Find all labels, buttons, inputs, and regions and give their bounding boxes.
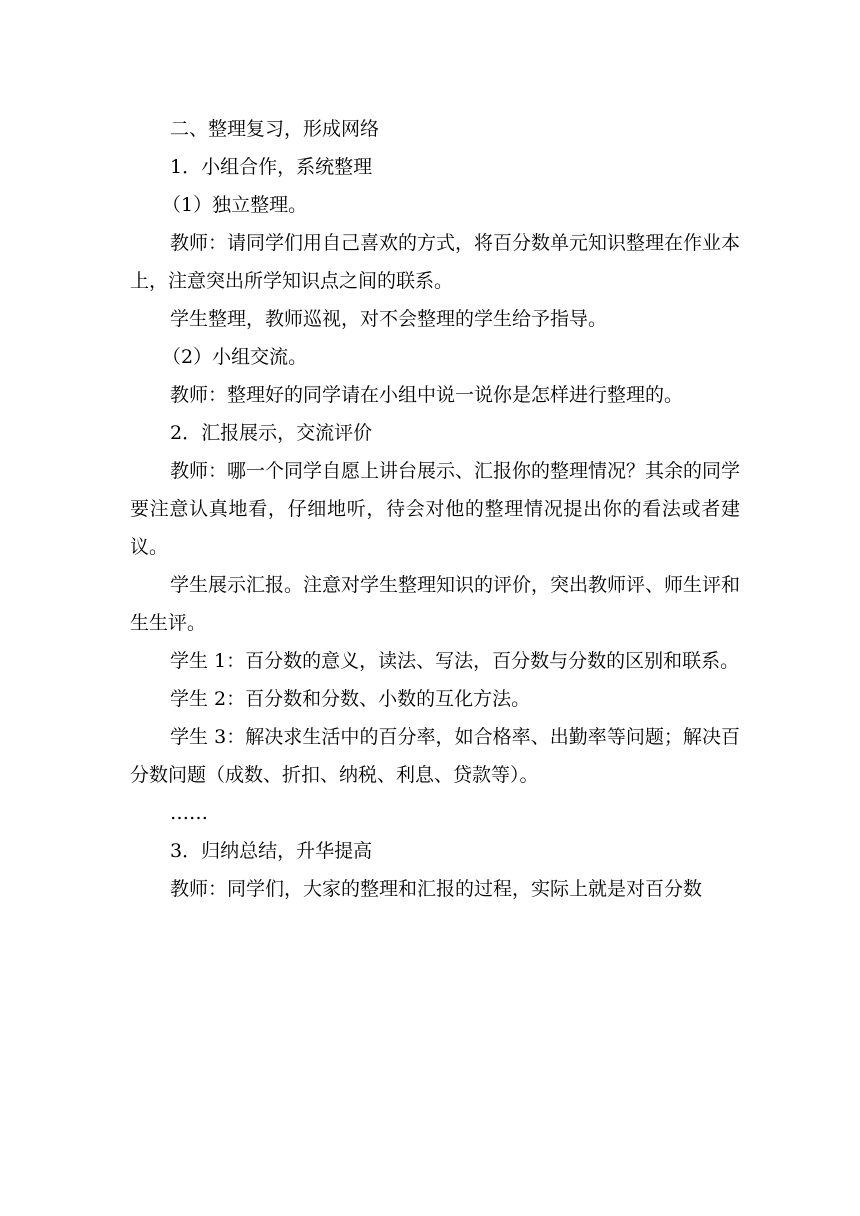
paragraph: 教师：请同学们用自己喜欢的方式，将百分数单元知识整理在作业本上，注意突出所学知识点之间的联系。	[130, 232, 741, 292]
subsection-heading: 2．汇报展示，交流评价	[170, 422, 373, 444]
subsection-heading: 3．归纳总结，升华提高	[170, 840, 373, 862]
section-heading: 二、整理复习，形成网络	[170, 118, 380, 140]
step-heading: （2）小组交流。	[162, 346, 308, 368]
paragraph: 学生展示汇报。注意对学生整理知识的评价，突出教师评、师生评和生生评。	[130, 574, 741, 634]
paragraph: 学生 3：解决求生活中的百分率，如合格率、出勤率等问题；解决百分数问题（成数、折扣、纳税、利息、贷款等）。	[130, 726, 740, 786]
paragraph: 教师：哪一个同学自愿上讲台展示、汇报你的整理情况？其余的同学要注意认真地看，仔细地听，待会对他的整理情况提出你的看法或者建议。	[130, 460, 741, 558]
paragraph: 教师：整理好的同学请在小组中说一说你是怎样进行整理的。	[170, 384, 684, 406]
step-heading: （1）独立整理。	[162, 194, 308, 216]
paragraph: 学生 1：百分数的意义，读法、写法，百分数与分数的区别和联系。	[170, 650, 740, 672]
paragraph: 学生整理，教师巡视，对不会整理的学生给予指导。	[170, 308, 608, 330]
ellipsis: ……	[170, 802, 208, 824]
paragraph: 学生 2：百分数和分数、小数的互化方法。	[170, 688, 531, 710]
document-body	[130, 110, 740, 908]
paragraph: 教师：同学们，大家的整理和汇报的过程，实际上就是对百分数	[170, 878, 703, 900]
subsection-heading: 1．小组合作，系统整理	[170, 156, 373, 178]
